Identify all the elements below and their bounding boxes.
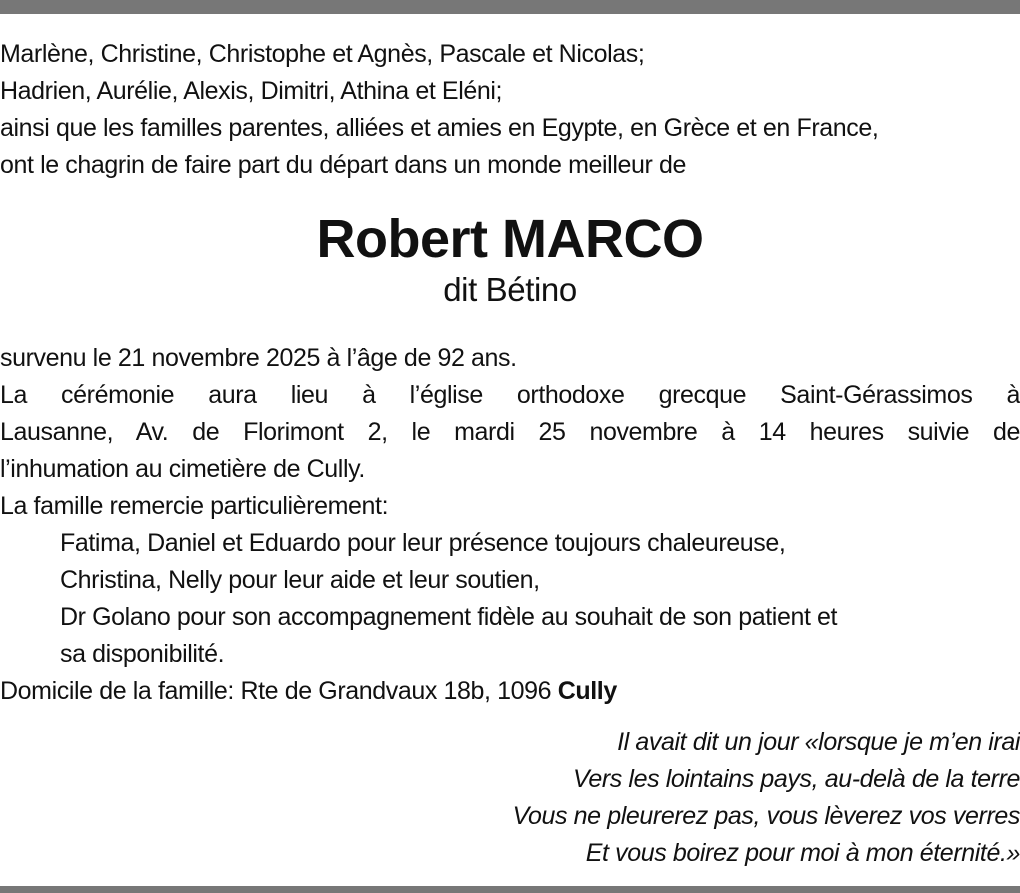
poem-line: Et vous boirez pour moi à mon éternité.»: [585, 839, 1020, 867]
intro-paragraph: [0, 36, 1020, 184]
deceased-name: Robert MARCO: [316, 209, 704, 269]
domicile-town: Cully: [557, 677, 617, 705]
deceased-nickname: dit Bétino: [443, 271, 577, 308]
intro-line: Hadrien, Aurélie, Alexis, Dimitri, Athina et Eléni;: [0, 77, 503, 105]
ceremony-line: l’inhumation au cimetière de Cully.: [0, 455, 365, 483]
domicile-address: Domicile de la famille: Rte de Grandvaux 18b, 1096: [0, 677, 558, 705]
thanks-line: Dr Golano pour son accompagnement fidèle au souhait de son patient et: [60, 603, 838, 631]
poem-line: Il avait dit un jour «lorsque je m’en irai: [617, 728, 1020, 756]
deceased-block: [0, 206, 1020, 312]
intro-line: ainsi que les familles parentes, alliées et amies en Egypte, en Grèce et en France,: [0, 114, 879, 142]
thanks-line: Christina, Nelly pour leur aide et leur soutien,: [60, 566, 540, 594]
ceremony-line: La cérémonie aura lieu à l’église orthodoxe grecque Saint-Gérassimos à: [0, 381, 1020, 409]
intro-line: Marlène, Christine, Christophe et Agnès, Pascale et Nicolas;: [0, 40, 645, 68]
announcement-body: [0, 340, 1020, 710]
thanks-line: Fatima, Daniel et Eduardo pour leur présence toujours chaleureuse,: [60, 529, 786, 557]
thanks-line: sa disponibilité.: [60, 640, 225, 668]
death-date-line: survenu le 21 novembre 2025 à l’âge de 92 ans.: [0, 344, 517, 372]
intro-line: ont le chagrin de faire part du départ dans un monde meilleur de: [0, 151, 686, 179]
poem-line: Vous ne pleurerez pas, vous lèverez vos verres: [512, 802, 1020, 830]
poem-quote: [300, 724, 1020, 872]
bottom-rule: [0, 886, 1020, 893]
thanks-intro: La famille remercie particulièrement:: [0, 492, 389, 520]
domicile-line: [0, 673, 1020, 710]
top-rule: [0, 0, 1020, 14]
poem-line: Vers les lointains pays, au-delà de la terre: [573, 765, 1020, 793]
ceremony-line: Lausanne, Av. de Florimont 2, le mardi 25 novembre à 14 heures suivie de: [0, 418, 1020, 446]
